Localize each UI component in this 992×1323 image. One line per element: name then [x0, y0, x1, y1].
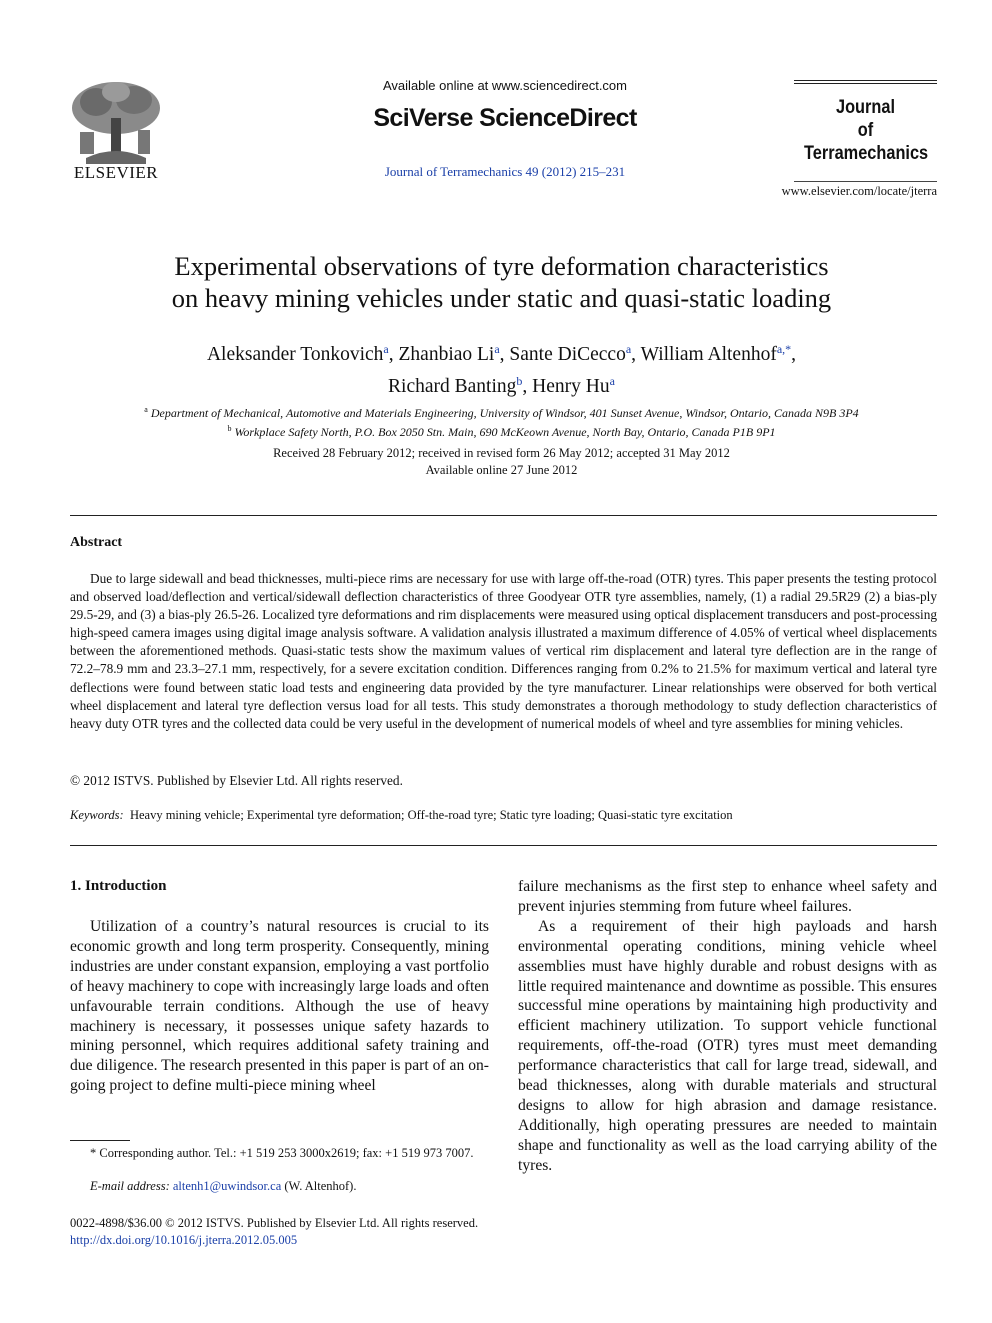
affiliation-line [66, 421, 937, 440]
author-separator: , [791, 344, 797, 365]
abstract-heading: Abstract [70, 535, 123, 550]
article-history [66, 445, 937, 479]
doi-link[interactable]: http://dx.doi.org/10.1016/j.jterra.2012.05.005 [70, 1232, 298, 1247]
body-paragraph: Utilization of a country’s natural resources is crucial to its economic growth and long term prosperity. Consequently, mining industries are under constant expansion, employing a vast portfolio of heavy machinery to cope with increasingly large loads and often unfavourable terrain conditions. Although the use of heavy machinery is necessary, it possesses unique safety hazards to mining personnel, which requires additional safety training and due diligence. The research presented in this paper is part of an on-going project to define multi-piece mining wheel [70, 918, 489, 1095]
author-name[interactable]: Richard Banting [388, 376, 517, 397]
author-list [66, 336, 937, 400]
affiliation-text: Workplace Safety North, P.O. Box 2050 Stn. Main, 690 McKeown Avenue, North Bay, Ontario, Canada P1B 9P1 [234, 425, 776, 439]
author-separator: , [522, 376, 533, 397]
divider [70, 515, 937, 516]
journal-title-line: Terramechanics [804, 143, 929, 164]
corresponding-text: * Corresponding author. Tel.: +1 519 253 3000x2619; fax: +1 519 973 7007. [90, 1146, 474, 1160]
keywords-label: Keywords: [70, 808, 124, 822]
author-name[interactable]: Zhanbiao Li [398, 344, 495, 365]
received-dates: Received 28 February 2012; received in revised form 26 May 2012; accepted 31 May 2012 [273, 446, 730, 460]
author-name[interactable]: Henry Hu [532, 376, 610, 397]
email-note [90, 1179, 489, 1194]
keywords [70, 808, 937, 823]
author-separator: , [499, 344, 510, 365]
available-date: Available online 27 June 2012 [425, 463, 578, 477]
affiliation-mark[interactable]: a [494, 342, 500, 356]
author-separator: , [631, 344, 641, 365]
tree-icon [66, 78, 166, 164]
journal-reference[interactable]: Journal of Terramechanics 49 (2012) 215–231 [384, 164, 626, 179]
author-name[interactable]: William Altenhof [640, 344, 777, 365]
affiliation-mark[interactable]: a [609, 374, 615, 388]
section-heading: 1. Introduction [70, 878, 167, 894]
abstract-text: Due to large sidewall and bead thicknesses, multi-piece rims are necessary for use with large off-the-road (OTR) tyres. This paper presents the testing protocol and observed load/deflection and vertical/sidewall deflection characteristics of three Goodyear OTR tyre assemblies, namely, (1) a radial 29.5R29 (2) a bias-ply 29.5-29, and (3) a bias-ply 26.5-26. Localized tyre deformations and rim displacements were measured using optical displacement transducers and post-processing high-speed camera images using digital image analysis software. A validation analysis illustrated a maximum difference of 4.05% of vertical wheel displacements between the aforementioned methods. Quasi-static tests show the maximum values of vertical rim displacement and lateral tyre deflection are in the range of 72.2–78.9 mm and 23.3–27.1 mm, respectively, for a severe excitation condition. Differences ranging from 0.2% to 21.5% for maximum vertical and lateral tyre deflections were found between static load tests and engineering data provided by the tyre manufacturer. Linear relationships were observed for both vertical wheel displacement and lateral tyre deflection versus load for all tests. This study demonstrates a thorough methodology to study deflection characteristics of heavy duty OTR tyres and the collected data could be very useful in the development of numerical models of wheel and tyre assemblies for mining vehicles. [70, 571, 937, 731]
body-paragraph: failure mechanisms as the first step to enhance wheel safety and prevent injuries stemming from future wheel failures. [518, 878, 937, 915]
journal-title-line: of [857, 120, 874, 141]
keywords-list: Heavy mining vehicle; Experimental tyre deformation; Off-the-road tyre; Static tyre loading; Quasi-static tyre excitation [129, 808, 733, 822]
affiliation-line [66, 402, 937, 421]
affiliation-text: Department of Mechanical, Automotive and Materials Engineering, University of Windsor, 401 Sunset Avenue, Windsor, Ontario, Canada N9B 3P4 [150, 406, 859, 420]
publisher-name: ELSEVIER [73, 163, 159, 182]
available-online-note: Available online at www.sciencedirect.com [383, 78, 627, 93]
affiliation-mark[interactable]: a [625, 342, 632, 356]
email-owner: (W. Altenhof). [284, 1179, 357, 1193]
affiliation-mark[interactable]: a,* [776, 342, 792, 356]
body-column-right [518, 877, 937, 1176]
body-paragraph: As a requirement of their high payloads and harsh environmental operating conditions, mining vehicle wheel assemblies must have highly durable and robust designs with as little required maintenance and downtime as possible. This ensures successful mine operations by maintaining high productivity and efficient machinery utilization. To support vehicle functional requirements, off-the-road (OTR) tyres must meet demanding performance characteristics that call for large tread, sidewall, and bead thicknesses, along with durable materials and structural designs to allow for high abrasion and damage resistance. Additionally, high operating pressures are needed to maintain shape and functionality as well as the load carrying ability of the tyres. [518, 917, 937, 1174]
title-line: Experimental observations of tyre deformation characteristics [174, 251, 829, 281]
email-label: E-mail address: [90, 1179, 170, 1193]
affiliations [66, 402, 937, 440]
author-name[interactable]: Aleksander Tonkovich [206, 344, 384, 365]
journal-title [804, 96, 927, 165]
abstract-copyright: © 2012 ISTVS. Published by Elsevier Ltd. All rights reserved. [70, 773, 403, 788]
sciverse-sciencedirect-brand[interactable]: SciVerse ScienceDirect [373, 104, 637, 132]
journal-title-line: Journal [835, 97, 896, 118]
footnote-divider [70, 1140, 130, 1141]
affiliation-mark[interactable]: a [383, 342, 389, 356]
affiliation-label: a [144, 405, 148, 414]
divider [70, 845, 937, 846]
body-column-left [70, 917, 489, 1096]
affiliation-mark[interactable]: b [516, 374, 523, 388]
article-title [66, 250, 937, 314]
journal-url[interactable]: www.elsevier.com/locate/jterra [781, 184, 937, 198]
corresponding-author-note [70, 1145, 489, 1162]
title-line: on heavy mining vehicles under static and quasi-static loading [171, 283, 832, 313]
page-footer [70, 1215, 478, 1248]
affiliation-label: b [227, 424, 232, 433]
author-separator: , [388, 344, 399, 365]
author-name[interactable]: Sante DiCecco [509, 344, 626, 365]
issn-line: 0022-4898/$36.00 © 2012 ISTVS. Published by Elsevier Ltd. All rights reserved. [70, 1216, 479, 1230]
email-link[interactable]: altenh1@uwindsor.ca [172, 1179, 282, 1193]
